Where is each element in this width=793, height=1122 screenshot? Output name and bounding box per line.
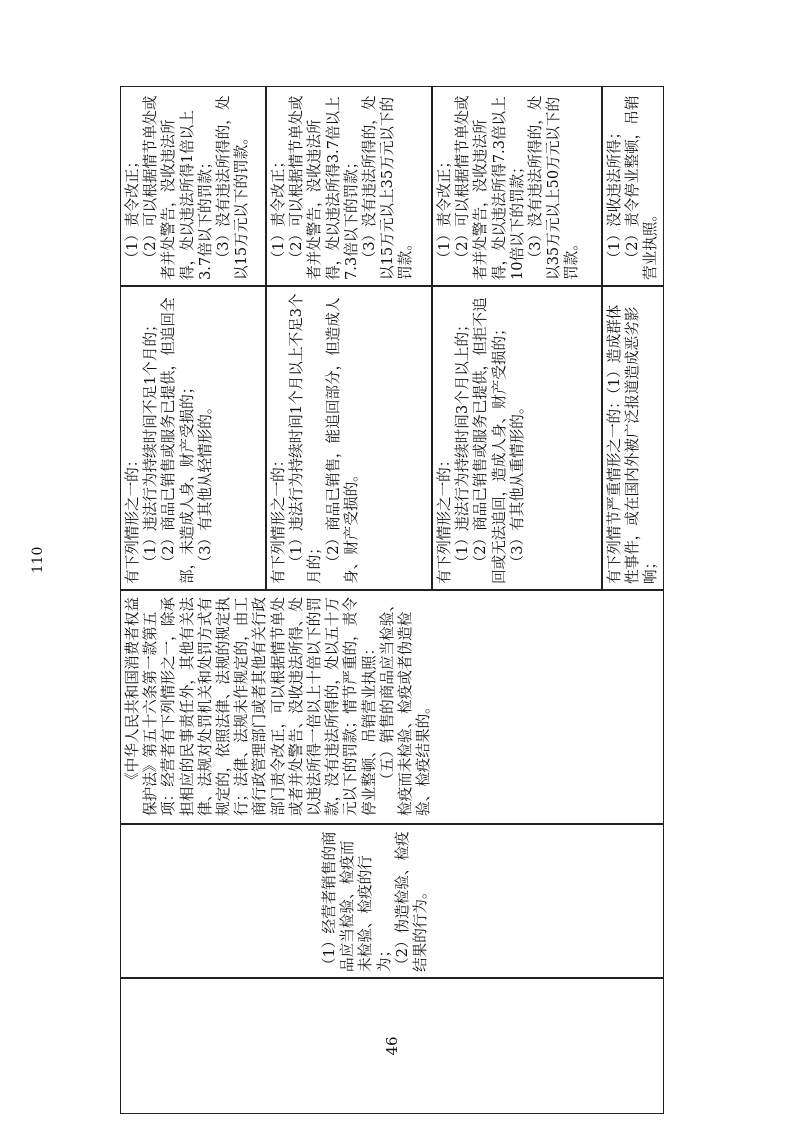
- penalty-line: （3）没有违法所得的，处以35万元以上50万元以下的罚款。: [527, 95, 581, 280]
- circumstance-line: 有下列情形之一的：: [124, 452, 141, 584]
- penalty-line: （1）责令改正；: [270, 153, 287, 266]
- circumstance-cell-heavy: [432, 286, 602, 590]
- basis-text: 《中华人民共和国消费者权益保护法》第五十六条第一款第五项：经营者有下列情形之一，除承担相应的民事责任外，其他有关法律、法规对处罚机关和处罚方式有规定的，依照法律、法规的规定执行；法律、法规未作规定的，由工商行政管理部门或者其他有关行政部门责令改正，可以根据情节单处或者并处警告、没收违法所得、处以违法所得一倍以上十倍以下的罚款，没有违法所得的，处以五十万元以下的罚款；情节严重的，责令停业整顿、吊销营业执照：: [124, 597, 378, 816]
- circumstance-line: 有下列情形之一的：: [270, 452, 287, 584]
- penalty-line: （1）责令改正；: [124, 153, 141, 266]
- circumstance-line: （2）商品已销售或服务已提供，但拒不追回或无法追回，造成人身、财产受损的；: [472, 297, 508, 584]
- penalty-line: （1）责令改正；: [436, 153, 453, 266]
- circumstance-line: （3）有其他从重情形的。: [508, 399, 526, 570]
- circumstance-line: （1）违法行为持续时间1个月以上不足3个月的；: [288, 293, 324, 584]
- circumstance-cell-serious: [602, 286, 664, 590]
- seq-cell: [120, 978, 664, 1114]
- penalty-cell-medium: [266, 86, 432, 286]
- circumstance-line: （1）违法行为持续时间不足1个月的；: [142, 317, 160, 570]
- penalty-cell-serious: [602, 86, 664, 286]
- behavior-item: （2）伪造检验、检疫结果的行为。: [393, 831, 430, 972]
- seq-number: 46: [382, 1036, 401, 1056]
- circumstance-line: （2）商品已销售，能追回部分，但造成人身、财产受损的。: [324, 297, 360, 584]
- behavior-item: （1）经营者销售的商品应当检验、检疫而未检验、检疫的行为；: [321, 831, 393, 972]
- penalty-line: （2）责令停业整顿，吊销营业执照。: [624, 95, 660, 280]
- page-number: 110: [30, 546, 46, 574]
- penalty-cell-heavy: [432, 86, 602, 286]
- penalty-line: （2）可以根据情节单处或者并处警告，没收违法所得，处以违法所得3.7倍以上7.3倍以下的罚款；: [288, 95, 360, 280]
- penalty-line: （2）可以根据情节单处或者并处警告，没收违法所得，处以违法所得7.3倍以上10倍以下的罚款；: [454, 95, 526, 280]
- basis-item: （五）销售的商品应当检验、检疫而未检验、检疫或者伪造检验、检疫结果的。: [378, 597, 433, 816]
- circumstance-line: （1）违法行为持续时间3个月以上的；: [454, 317, 472, 570]
- circumstance-cell-medium: [266, 286, 432, 590]
- penalty-line: （2）可以根据情节单处或者并处警告，没收违法所得，处以违法所得1倍以上3.7倍以下的罚款；: [142, 95, 214, 280]
- basis-cell: [120, 590, 664, 824]
- circumstance-cell-light: [120, 286, 266, 590]
- penalty-table: [120, 86, 664, 1114]
- circumstance-line: 有下列情形之一的：: [436, 452, 453, 584]
- penalty-line: （1）没收违法所得；: [606, 124, 623, 266]
- penalty-line: （3）没有违法所得的，处以15万元以下的罚款。: [215, 95, 251, 280]
- penalty-cell-light: [120, 86, 266, 286]
- penalty-line: （3）没有违法所得的，处以15万元以上35万元以下的罚款。: [361, 95, 415, 280]
- circumstance-line: （3）有其他从轻情形的。: [196, 399, 214, 570]
- behavior-cell: [120, 824, 664, 978]
- circumstance-line: （2）商品已销售或服务已提供，但追回全部，未造成人身、财产受损的；: [160, 297, 196, 584]
- circumstance-line: 有下列情节严重情形之一的：（1）造成群体性事件，或在国内外被广泛报道造成恶劣影响；: [606, 304, 660, 584]
